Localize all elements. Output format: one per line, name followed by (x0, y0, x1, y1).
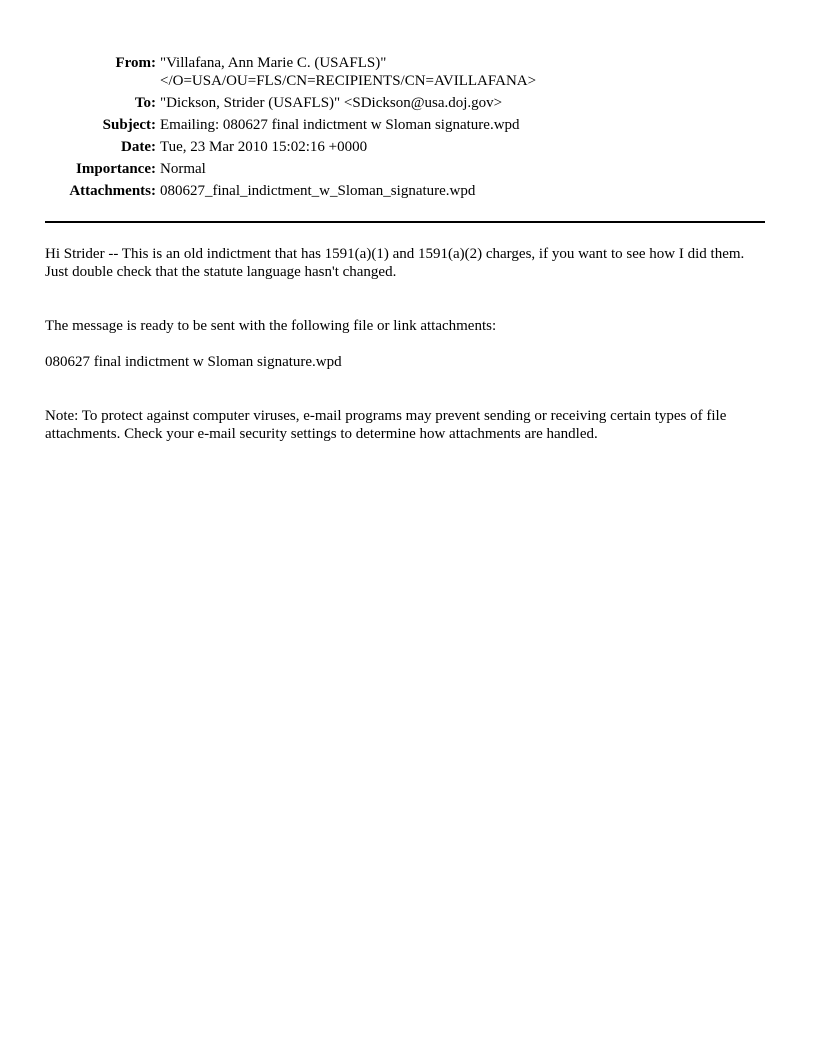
subject-value: Emailing: 080627 final indictment w Sloman signature.wpd (160, 117, 520, 133)
email-header (0, 54, 816, 204)
to-label: To: (134, 95, 156, 111)
importance-row (0, 160, 816, 178)
from-row (0, 54, 816, 90)
subject-label: Subject: (102, 117, 156, 133)
header-divider (45, 221, 765, 223)
to-value: "Dickson, Strider (USAFLS)" <SDickson@usa.doj.gov> (160, 95, 503, 111)
to-row (0, 94, 816, 112)
attachments-value[interactable]: 080627_final_indictment_w_Sloman_signature.wpd (160, 183, 476, 199)
attachments-row (0, 182, 816, 200)
attachment-file-name[interactable]: 080627 final indictment w Sloman signature.wpd (45, 354, 342, 370)
email-body (45, 245, 765, 443)
importance-label: Importance: (76, 161, 156, 177)
subject-row (0, 116, 816, 134)
date-label: Date: (121, 139, 156, 155)
intro-paragraph: Hi Strider -- This is an old indictment that has 1591(a)(1) and 1591(a)(2) charges, if you want to see how I did them. Just double check that the statute language hasn't changed. (45, 246, 745, 280)
from-label: From: (115, 55, 156, 71)
virus-note: Note: To protect against computer viruses, e-mail programs may prevent sending or receiving certain types of file attachments. Check your e-mail security settings to determine how attachments are handled. (45, 408, 727, 442)
date-row (0, 138, 816, 156)
from-value: "Villafana, Ann Marie C. (USAFLS)" </O=USA/OU=FLS/CN=RECIPIENTS/CN=AVILLAFANA> (160, 55, 537, 89)
ready-notice: The message is ready to be sent with the following file or link attachments: (45, 318, 497, 334)
date-value: Tue, 23 Mar 2010 15:02:16 +0000 (160, 139, 368, 155)
attachments-label: Attachments: (69, 183, 156, 199)
importance-value: Normal (160, 161, 206, 177)
